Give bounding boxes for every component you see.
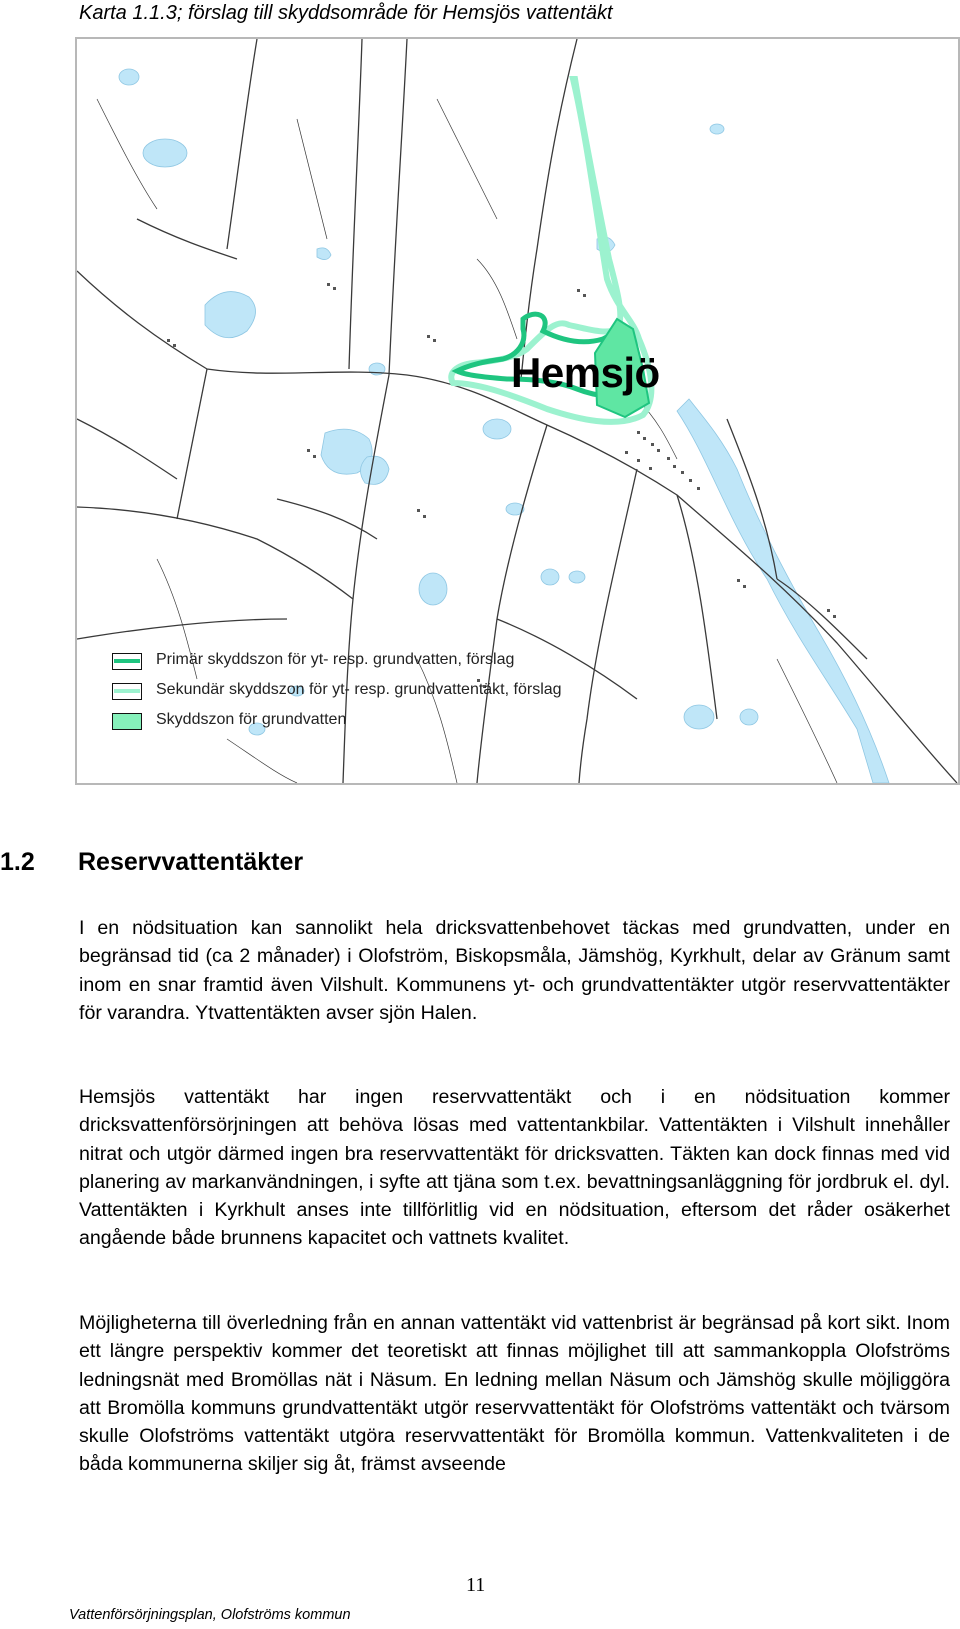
legend-label-secondary: Sekundär skyddszon för yt- resp. grundvattentäkt, förslag (156, 681, 562, 698)
paragraph-3: Möjligheterna till överledning från en annan vattentäkt vid vattenbrist är begränsad på kort sikt. Inom ett längre perspektiv kommer det teoretiskt att finnas möjlighet till att sammankoppla Olofströms ledningsnät med Bromöllas nät i Näsum. En ledning mellan Näsum och Jämshög skulle möjliggöra att Bromölla kommuns grundvattentäkt utgör reservvattentäkt för Olofströms vattentäkt och tvärsom skulle Olofströms vattentäkt utgöra reservvattentäkt för Bromölla kommun. Vattenkvaliteten i de båda kommunerna skiljer sig åt, främst avseende (79, 1312, 950, 1476)
paragraph-1: I en nödsituation kan sannolikt hela dricksvattenbehovet täckas med grundvatten, under en begränsad tid (ca 2 månader) i Olofström, Biskopsmåla, Jämshög, Kyrkhult, delar av Gränum samt inom en snar framtid även Vilshult. Kommunens yt- och grundvattentäkter utgör reservvattentäkter för varandra. Ytvattentäkten avser sjön Halen. (79, 917, 950, 1024)
footer-document-title: Vattenförsörjningsplan, Olofströms kommun (69, 1607, 351, 1623)
place-label-hemsjo: Hemsjö (511, 349, 660, 396)
legend-swatch-groundwater (112, 713, 142, 730)
legend-swatch-secondary (112, 683, 142, 700)
lakes (119, 69, 889, 783)
map-graphic (77, 39, 958, 783)
map-caption: Karta 1.1.3; förslag till skyddsområde för Hemsjös vattentäkt (79, 2, 613, 24)
legend-label-groundwater: Skyddszon för grundvatten (156, 711, 347, 728)
protection-zone-map (75, 37, 960, 785)
legend-swatch-primary (112, 653, 142, 670)
section-title: Reservvattentäkter (78, 848, 304, 876)
legend-label-primary: Primär skyddszon för yt- resp. grundvatten, förslag (156, 651, 515, 668)
page-number: 11 (466, 1574, 486, 1596)
section-number: 1.2 (0, 848, 35, 876)
paragraph-2: Hemsjös vattentäkt har ingen reservvattentäkt och i en nödsituation kommer dricksvattenförsörjningen att behöva lösas med vattentankbilar. Vattentäkten i Vilshult innehåller nitrat och utgör därmed ingen bra reservvattentäkt för dricksvatten. Täkten kan dock finnas med vid planering av markanvändningen, i syfte att tjäna som t.ex. bevattningsanläggning för jordbruk el. dyl. Vattentäkten i Kyrkhult anses inte tillförlitlig vid en nödsituation, eftersom det råder osäkerhet angående både brunnens kapacitet och vattnets kvalitet. (79, 1086, 950, 1250)
